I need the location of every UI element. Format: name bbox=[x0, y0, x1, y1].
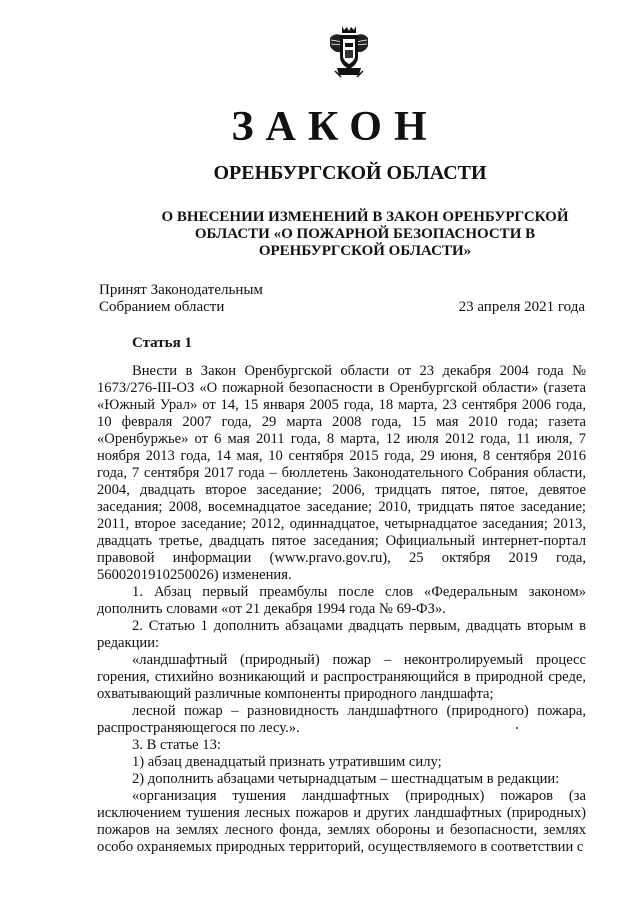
law-subject-line: ОРЕНБУРГСКОЙ ОБЛАСТИ» bbox=[258, 243, 472, 259]
region-title: ОРЕНБУРГСКОЙ ОБЛАСТИ bbox=[213, 162, 487, 184]
law-subject bbox=[140, 209, 590, 260]
adoption-line: Принят Законодательным bbox=[99, 282, 263, 298]
paragraph: 2) дополнить абзацами четырнадцатым – шестнадцатым в редакции: bbox=[132, 771, 560, 787]
coat-of-arms-icon bbox=[327, 24, 371, 78]
law-subject-line: О ВНЕСЕНИИ ИЗМЕНЕНИЙ В ЗАКОН ОРЕНБУРГСКОЙ bbox=[161, 209, 569, 225]
paragraph: Внести в Закон Оренбургской области от 23 декабря 2004 года № 1673/276-III-ОЗ «О пожарной безопасности в Оренбургской области» (газета «Южный Урал» от 14, 15 января 2005 года, 18 марта, 23 сентября 2006 года, 10 февраля 2007 года, 29 марта 2008 года, 15 мая 2010 года; газета «Оренбуржье» от 6 мая 2011 года, 8 марта, 12 июля 2012 года, 11 июля, 7 ноября 2013 года, 14 мая, 10 сентября 2015 года, 29 июня, 8 сентября 2016 года, 7 сентября 2017 года – бюллетень Законодательного Собрания области, 2004, двадцать второе заседание; 2006, тридцать пятое, пятое, девятое заседания; 2008, восемнадцатое заседание; 2010, тридцать пятое заседание; 2011, второе заседание; 2012, одиннадцатое, четырнадцатое заседания; 2013, двадцать третье, двадцать пятое заседания; Официальный интернет-портал правовой информации (www.pravo.gov.ru), 25 октября 2019 года, 5600201910250026) изменения. bbox=[97, 363, 586, 583]
adoption-note bbox=[99, 282, 263, 316]
document-title: ЗАКОН bbox=[231, 104, 439, 150]
paragraph: 1. Абзац первый преамбулы после слов «Федеральным законом» дополнить словами «от 21 декабря 1994 года № 69-ФЗ». bbox=[97, 584, 586, 617]
article-body bbox=[97, 363, 586, 856]
adoption-date: 23 апреля 2021 года bbox=[458, 299, 585, 315]
adoption-line: Собранием области bbox=[99, 299, 225, 315]
law-subject-line: ОБЛАСТИ «О ПОЖАРНОЙ БЕЗОПАСНОСТИ В bbox=[194, 226, 536, 242]
paragraph: 3. В статье 13: bbox=[132, 737, 221, 753]
paragraph: «организация тушения ландшафтных (природных) пожаров (за исключением тушения лесных пожаров и других ландшафтных (природных) пожаров на землях лесного фонда, землях обороны и безопасности, землях особо охраняемых природных территорий, осуществляемого в соответствии с bbox=[97, 788, 586, 855]
paragraph: «ландшафтный (природный) пожар – неконтролируемый процесс горения, стихийно возникающий и распространяющийся в природной среде, охватывающий различные компоненты природного ландшафта; bbox=[97, 652, 586, 702]
paragraph: лесной пожар – разновидность ландшафтного (природного) пожара, распространяющегося по лесу.». bbox=[97, 703, 586, 736]
article-heading: Статья 1 bbox=[132, 335, 192, 351]
paragraph: 1) абзац двенадцатый признать утратившим силу; bbox=[132, 754, 442, 770]
scan-speck bbox=[516, 727, 518, 729]
paragraph: 2. Статью 1 дополнить абзацами двадцать первым, двадцать вторым в редакции: bbox=[97, 618, 586, 651]
